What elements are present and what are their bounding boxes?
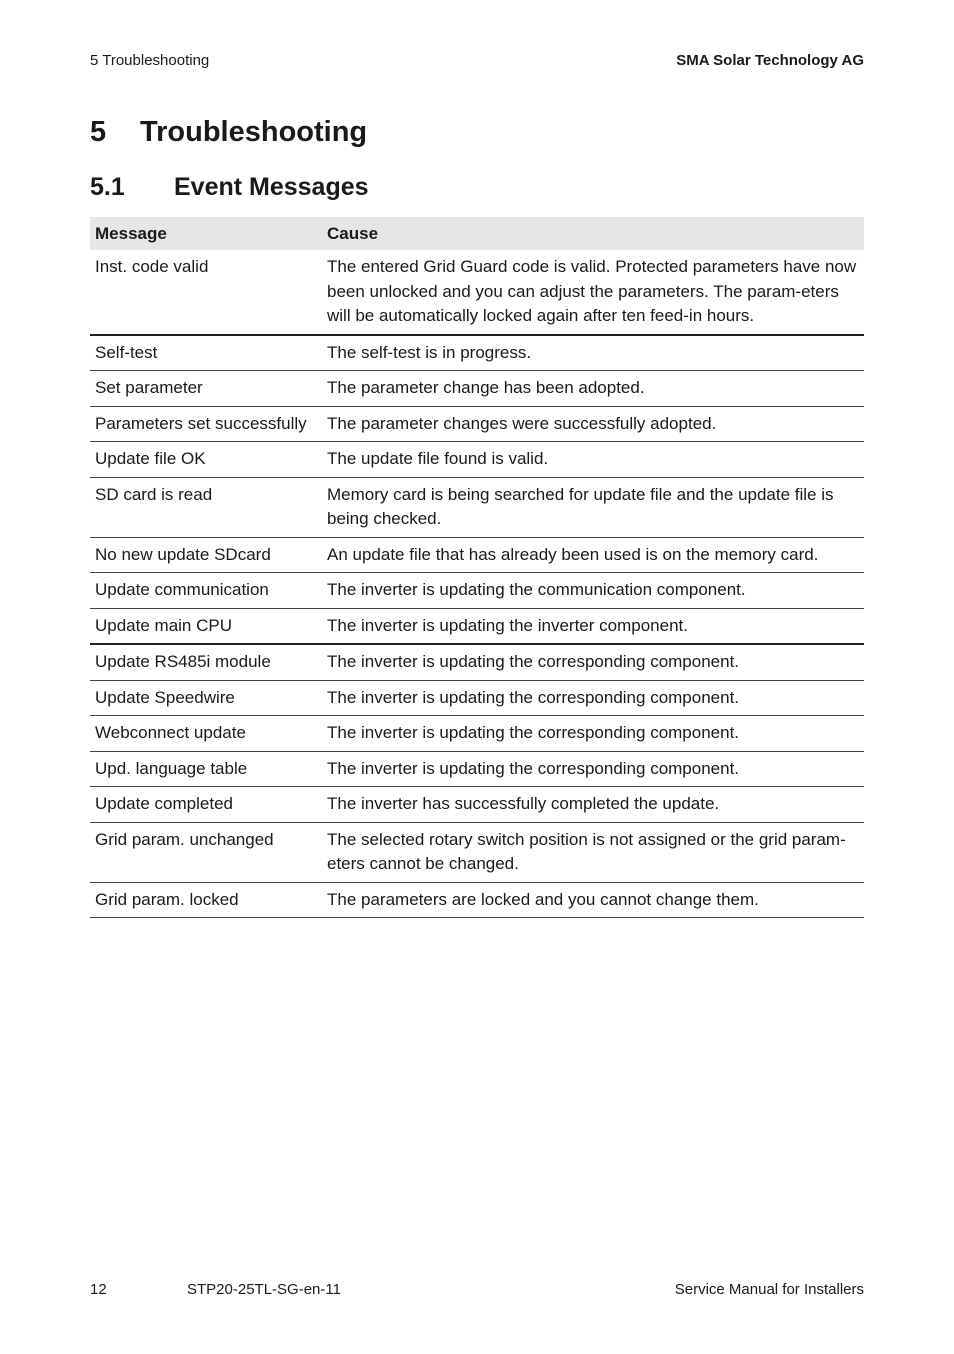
page-footer xyxy=(90,1281,864,1303)
section-title xyxy=(90,173,369,202)
cause-cell: The inverter is updating the communication component. xyxy=(322,573,864,609)
cause-cell: The inverter is updating the corresponding component. xyxy=(322,751,864,787)
message-cell: SD card is read xyxy=(90,477,322,537)
table-row xyxy=(90,537,864,573)
event-messages-table xyxy=(90,217,864,918)
cause-cell: The parameter change has been adopted. xyxy=(322,371,864,407)
header-chapter-label: 5 Troubleshooting xyxy=(90,52,210,69)
message-cell: No new update SDcard xyxy=(90,537,322,573)
page-header xyxy=(90,52,864,74)
cause-cell: Memory card is being searched for update file and the update file is being checked. xyxy=(322,477,864,537)
message-cell: Grid param. locked xyxy=(90,882,322,918)
message-cell: Grid param. unchanged xyxy=(90,822,322,882)
table-row xyxy=(90,406,864,442)
message-cell: Set parameter xyxy=(90,371,322,407)
cause-cell: The inverter is updating the inverter component. xyxy=(322,608,864,644)
page-number: 12 xyxy=(90,1281,107,1298)
chapter-number: 5 xyxy=(90,116,107,148)
table-row xyxy=(90,250,864,335)
table-row xyxy=(90,716,864,752)
table-row xyxy=(90,371,864,407)
cause-cell: The entered Grid Guard code is valid. Protected parameters have now been unlocked and you can adjust the parameters. The param-eters will be automatically locked again after ten feed-in hours. xyxy=(322,250,864,335)
table-row xyxy=(90,477,864,537)
message-cell: Update completed xyxy=(90,787,322,823)
table-header-row xyxy=(90,217,864,250)
message-cell: Update RS485i module xyxy=(90,644,322,680)
message-cell: Update communication xyxy=(90,573,322,609)
table-row xyxy=(90,442,864,478)
cause-cell: The self-test is in progress. xyxy=(322,335,864,371)
chapter-title-text: Troubleshooting xyxy=(140,116,368,148)
header-company-name: SMA Solar Technology AG xyxy=(676,52,864,69)
cause-cell: The parameters are locked and you cannot change them. xyxy=(322,882,864,918)
cause-cell: The parameter changes were successfully adopted. xyxy=(322,406,864,442)
cause-cell: The update file found is valid. xyxy=(322,442,864,478)
message-cell: Self-test xyxy=(90,335,322,371)
cause-cell: The inverter is updating the corresponding component. xyxy=(322,644,864,680)
table-row xyxy=(90,882,864,918)
table-row xyxy=(90,335,864,371)
document-id: STP20-25TL-SG-en-11 xyxy=(187,1281,341,1298)
message-cell: Parameters set successfully xyxy=(90,406,322,442)
cause-cell: The inverter has successfully completed the update. xyxy=(322,787,864,823)
section-title-text: Event Messages xyxy=(174,173,369,201)
table-row xyxy=(90,751,864,787)
message-cell: Update Speedwire xyxy=(90,680,322,716)
message-cell: Update main CPU xyxy=(90,608,322,644)
table-row xyxy=(90,608,864,644)
column-header-message: Message xyxy=(90,217,322,250)
table-row xyxy=(90,573,864,609)
cause-cell: An update file that has already been used is on the memory card. xyxy=(322,537,864,573)
cause-cell: The selected rotary switch position is not assigned or the grid param-eters cannot be changed. xyxy=(322,822,864,882)
column-header-cause: Cause xyxy=(322,217,864,250)
table-row xyxy=(90,787,864,823)
message-cell: Upd. language table xyxy=(90,751,322,787)
message-cell: Update file OK xyxy=(90,442,322,478)
section-number: 5.1 xyxy=(90,173,125,201)
cause-cell: The inverter is updating the corresponding component. xyxy=(322,716,864,752)
message-cell: Inst. code valid xyxy=(90,250,322,335)
chapter-title xyxy=(90,116,367,149)
cause-cell: The inverter is updating the corresponding component. xyxy=(322,680,864,716)
manual-title: Service Manual for Installers xyxy=(674,1281,864,1298)
table-row xyxy=(90,644,864,680)
table-row xyxy=(90,822,864,882)
message-cell: Webconnect update xyxy=(90,716,322,752)
table-row xyxy=(90,680,864,716)
